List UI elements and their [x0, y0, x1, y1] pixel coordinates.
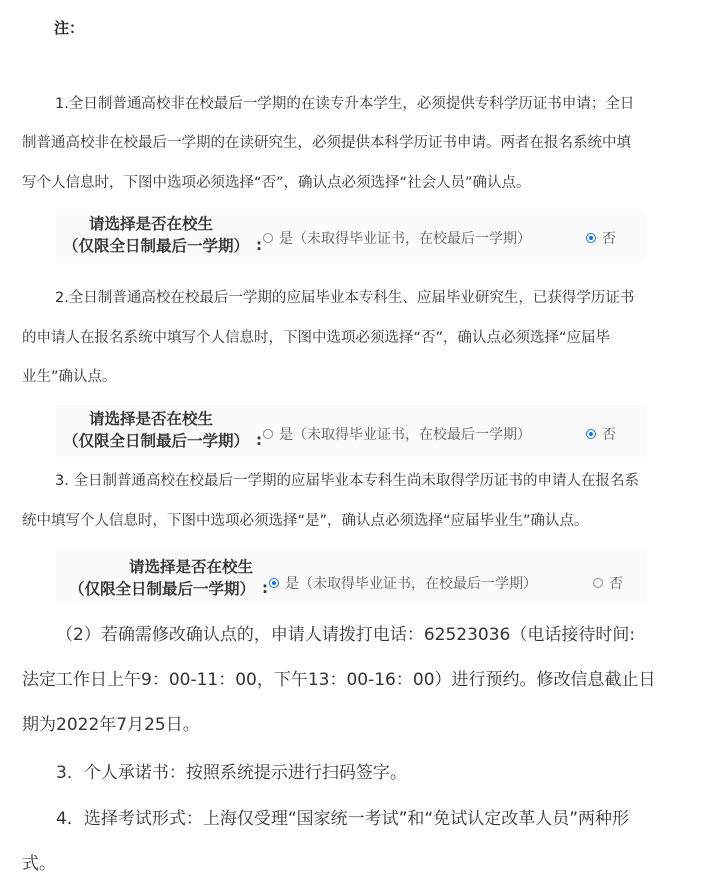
para4-line2: 式。 [22, 854, 56, 874]
para2-line3: 期为2022年7月25日。 [22, 715, 200, 735]
item1-line2: 制普通高校非在校最后一学期的在读研究生，必须提供本科学历证书申请。两者在报名系统中填 [22, 135, 631, 151]
para2-line1: （2）若确需修改确认点的，申请人请拨打电话：62523036（电话接待时间: [56, 625, 636, 645]
item2-line1: 2.全日制普通高校在校最后一学期的应届毕业本专科生、应届毕业研究生，已获得学历证书 [55, 290, 635, 306]
radio-option-yes[interactable] [263, 424, 531, 444]
question-label-line1: 请选择是否在校生 [88, 215, 213, 233]
radio-yes-label: 是（未取得毕业证书，在校最后一学期） [279, 231, 531, 247]
radio-unchecked-icon[interactable] [263, 233, 273, 243]
item2-line3: 业生”确认点。 [22, 369, 117, 385]
question-label-line2: （仅限全日制最后一学期） [68, 580, 255, 598]
note-title: 注： [54, 19, 85, 37]
question-colon: : [256, 431, 262, 449]
radio-unchecked-icon[interactable] [263, 429, 273, 439]
radio-no-label: 否 [602, 427, 616, 443]
item1-line1: 1.全日制普通高校非在校最后一学期的在读专升本学生，必须提供专科学历证书申请；全日 [55, 96, 635, 112]
radio-option-no[interactable] [586, 228, 616, 248]
radio-no-label: 否 [602, 231, 616, 247]
question-colon: : [256, 236, 262, 254]
para2-line2: 法定工作日上午9：00-11：00，下午13：00-16：00）进行预约。修改信息截止日 [22, 670, 656, 690]
question-colon: : [262, 579, 268, 597]
school-status-panel-2 [56, 405, 646, 457]
radio-no-label: 否 [609, 576, 623, 592]
radio-yes-label: 是（未取得毕业证书，在校最后一学期） [279, 427, 531, 443]
item3-line1: 3. 全日制普通高校在校最后一学期的应届毕业本专科生尚未取得学历证书的申请人在报名系 [55, 473, 639, 489]
radio-unchecked-icon[interactable] [593, 578, 603, 588]
radio-checked-icon[interactable] [586, 429, 596, 439]
radio-checked-icon[interactable] [586, 233, 596, 243]
radio-option-yes[interactable] [263, 228, 531, 248]
radio-checked-icon[interactable] [269, 578, 279, 588]
question-label-line1: 请选择是否在校生 [128, 558, 253, 576]
question-label-line2: （仅限全日制最后一学期） [62, 237, 249, 255]
radio-option-no[interactable] [593, 573, 623, 593]
item3-line2: 统中填写个人信息时，下图中选项必须选择“是”，确认点必须选择“应届毕业生”确认点。 [22, 513, 589, 529]
item2-line2: 的申请人在报名系统中填写个人信息时，下图中选项必须选择“否”，确认点必须选择“应届毕 [22, 330, 611, 346]
radio-yes-label: 是（未取得毕业证书，在校最后一学期） [285, 576, 537, 592]
school-status-panel-3 [56, 548, 646, 604]
school-status-panel-1 [56, 210, 646, 262]
radio-option-yes[interactable] [269, 573, 537, 593]
question-label-line2: （仅限全日制最后一学期） [62, 432, 249, 450]
para4-line1: 4．选择考试形式：上海仅受理“国家统一考试”和“免试认定改革人员”两种形 [56, 809, 630, 829]
question-label-line1: 请选择是否在校生 [88, 410, 213, 428]
radio-option-no[interactable] [586, 424, 616, 444]
item1-line3: 写个人信息时，下图中选项必须选择“否”，确认点必须选择“社会人员”确认点。 [22, 175, 531, 191]
para3-line1: 3．个人承诺书：按照系统提示进行扫码签字。 [56, 763, 407, 783]
